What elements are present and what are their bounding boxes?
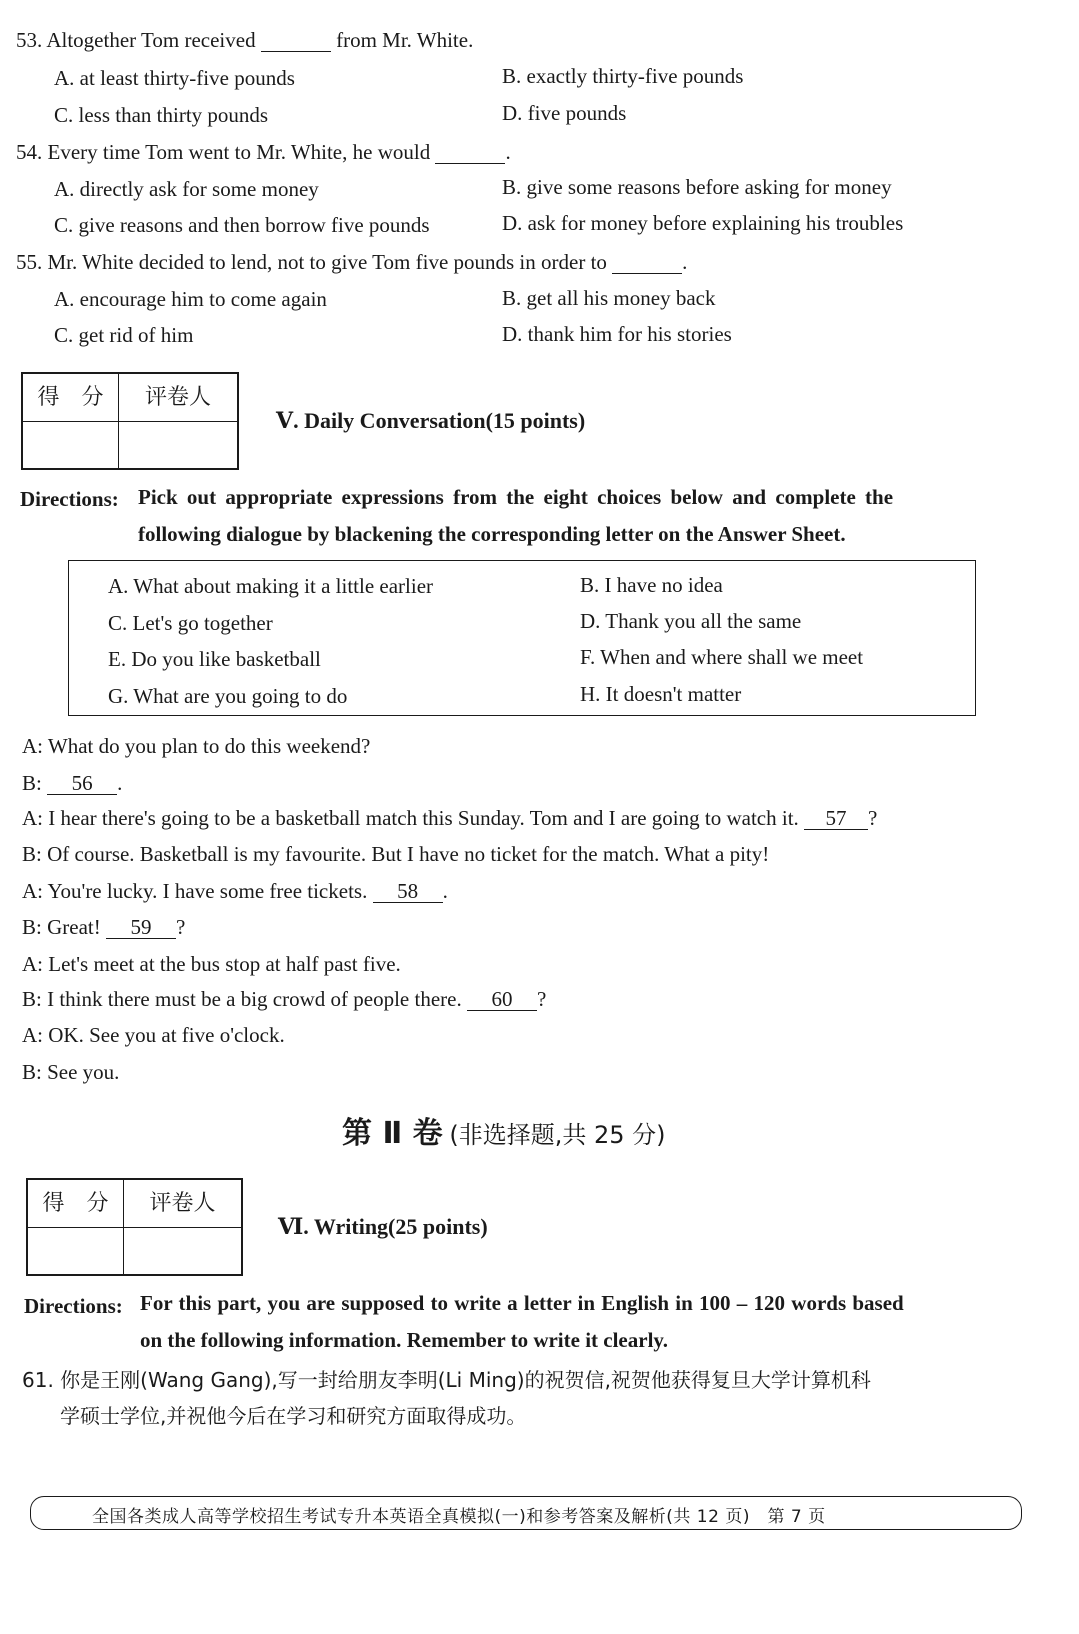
score-table-section5 [21, 372, 239, 470]
score-table-section6 [26, 1178, 243, 1276]
q53-option-d[interactable]: D. five pounds [502, 101, 627, 125]
score-label: 得 分 [28, 1180, 124, 1228]
choice-c: C. Let's go together [108, 611, 273, 635]
q55-option-b[interactable]: B. get all his money back [502, 286, 716, 310]
q55-blank[interactable] [612, 252, 682, 274]
dialogue-line-10: B: See you. [22, 1060, 120, 1084]
score-label: 得 分 [23, 374, 119, 422]
section6-directions-line2: on the following information. Remember to write it clearly. [140, 1328, 669, 1352]
grader-value-cell[interactable] [124, 1228, 241, 1274]
blank-59[interactable]: 59 [106, 917, 176, 939]
choice-e: E. Do you like basketball [108, 647, 321, 671]
q55-option-c[interactable]: C. get rid of him [54, 323, 194, 347]
blank-57[interactable]: 57 [804, 808, 868, 830]
q53-stem: 53. Altogether Tom received from Mr. White. [16, 28, 474, 52]
q54-stem: 54. Every time Tom went to Mr. White, he would . [16, 140, 511, 164]
dialogue-line-3: A: I hear there's going to be a basketball match this Sunday. Tom and I are going to watch it. 57 ? [22, 806, 878, 830]
dialogue-line-7: A: Let's meet at the bus stop at half past five. [22, 952, 401, 976]
section6-directions-line1: For this part, you are supposed to write a letter in English in 100 – 120 words based [140, 1291, 904, 1315]
dialogue-line-1: A: What do you plan to do this weekend? [22, 734, 371, 758]
q53-option-c[interactable]: C. less than thirty pounds [54, 103, 269, 127]
dialogue-line-6: B: Great! 59 ? [22, 915, 186, 939]
q55-option-a[interactable]: A. encourage him to come again [54, 287, 327, 311]
dialogue-line-8: B: I think there must be a big crowd of people there. 60 ? [22, 987, 547, 1011]
blank-60[interactable]: 60 [467, 989, 537, 1011]
section6-title: Ⅵ. Writing(25 points) [278, 1214, 488, 1239]
score-value-cell[interactable] [28, 1228, 124, 1274]
q61-line1: 61. 你是王刚(Wang Gang),写一封给朋友李明(Li Ming)的祝贺信,祝贺他获得复旦大学计算机科 [22, 1368, 871, 1392]
dialogue-line-4: B: Of course. Basketball is my favourite. But I have no ticket for the match. What a pity! [22, 842, 770, 866]
q54-option-a[interactable]: A. directly ask for some money [54, 177, 319, 201]
blank-56[interactable]: 56 [47, 773, 117, 795]
score-value-cell[interactable] [23, 422, 119, 468]
dialogue-line-5: A: You're lucky. I have some free tickets. 58 . [22, 879, 448, 903]
choice-a: A. What about making it a little earlier [108, 574, 434, 598]
choice-g: G. What are you going to do [108, 684, 348, 708]
section5-directions-line1: Pick out appropriate expressions from the eight choices below and complete the [138, 485, 894, 509]
q54-option-d[interactable]: D. ask for money before explaining his troubles [502, 211, 904, 235]
section5-title: Ⅴ. Daily Conversation(15 points) [276, 408, 586, 433]
q53-option-a[interactable]: A. at least thirty-five pounds [54, 66, 295, 90]
q55-stem: 55. Mr. White decided to lend, not to give Tom five pounds in order to . [16, 250, 688, 274]
dialogue-line-9: A: OK. See you at five o'clock. [22, 1023, 285, 1047]
q55-option-d[interactable]: D. thank him for his stories [502, 322, 732, 346]
dialogue-line-2: B: 56 . [22, 771, 123, 795]
q54-blank[interactable] [435, 142, 505, 164]
part2-title: 第 Ⅱ 卷 (非选择题,共 25 分) [342, 1116, 666, 1151]
choice-h: H. It doesn't matter [580, 682, 742, 706]
q53-blank[interactable] [261, 30, 331, 52]
grader-label: 评卷人 [124, 1180, 241, 1228]
section6-directions-label: Directions: [24, 1294, 123, 1318]
q61-line2: 学硕士学位,并祝他今后在学习和研究方面取得成功。 [60, 1404, 527, 1428]
q54-option-c[interactable]: C. give reasons and then borrow five pounds [54, 213, 430, 237]
q54-option-b[interactable]: B. give some reasons before asking for money [502, 175, 892, 199]
section5-directions-label: Directions: [20, 487, 119, 511]
footer-text: 全国各类成人高等学校招生考试专升本英语全真模拟(一)和参考答案及解析(共 12 页) 第 7 页 [92, 1507, 826, 1527]
blank-58[interactable]: 58 [373, 881, 443, 903]
choice-d: D. Thank you all the same [580, 609, 802, 633]
choice-b: B. I have no idea [580, 573, 723, 597]
section5-directions-line2: following dialogue by blackening the corresponding letter on the Answer Sheet. [138, 522, 846, 546]
choice-f: F. When and where shall we meet [580, 645, 864, 669]
q53-option-b[interactable]: B. exactly thirty-five pounds [502, 64, 744, 88]
grader-value-cell[interactable] [119, 422, 237, 468]
grader-label: 评卷人 [119, 374, 237, 422]
